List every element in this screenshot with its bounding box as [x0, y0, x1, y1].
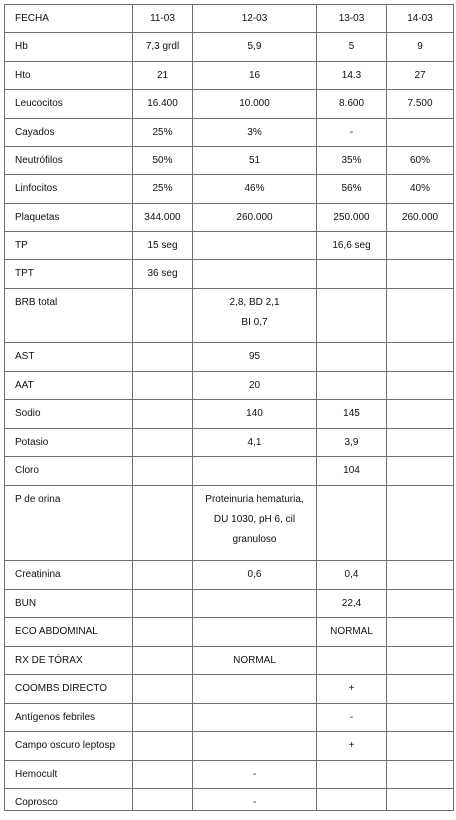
cell-text: 15 seg — [147, 240, 178, 251]
cell-text: 16,6 seg — [332, 240, 371, 251]
cell-text: 3% — [247, 127, 262, 138]
table-row — [5, 429, 454, 457]
result-cell — [133, 618, 193, 647]
result-cell — [193, 486, 317, 561]
header-date — [387, 5, 454, 33]
result-cell — [317, 732, 387, 761]
result-cell — [193, 289, 317, 343]
cell-text: 20 — [248, 380, 261, 391]
result-cell — [133, 372, 193, 400]
result-cell — [193, 33, 317, 62]
cell-text: 46% — [244, 183, 265, 194]
cell-text: 35% — [341, 155, 362, 166]
result-cell — [193, 789, 317, 811]
cell-text: Hemocult — [15, 769, 58, 780]
result-cell — [387, 590, 454, 618]
table-row — [5, 789, 454, 811]
table-row — [5, 289, 454, 343]
cell-text: ECO ABDOMINAL — [15, 626, 98, 637]
cell-text: Campo oscuro leptosp — [15, 740, 116, 751]
table-row — [5, 647, 454, 675]
result-cell — [317, 289, 387, 343]
cell-text: NORMAL — [233, 655, 276, 666]
cell-text: 260.000 — [236, 212, 273, 223]
table-row — [5, 175, 454, 204]
result-cell — [193, 175, 317, 204]
cell-text: AAT — [15, 380, 34, 391]
cell-text: 16.400 — [147, 98, 178, 109]
cell-text: 5 — [348, 41, 355, 52]
row-label — [5, 119, 133, 147]
cell-text: 13-03 — [338, 13, 365, 24]
cell-text: 12-03 — [241, 13, 268, 24]
table-row — [5, 90, 454, 119]
table-row — [5, 119, 454, 147]
cell-text: 36 seg — [147, 268, 178, 279]
result-cell — [133, 732, 193, 761]
result-cell — [387, 90, 454, 119]
result-cell — [317, 789, 387, 811]
cell-text: 14.3 — [341, 70, 362, 81]
result-cell — [317, 343, 387, 372]
result-cell — [193, 204, 317, 232]
cell-text: 104 — [343, 465, 360, 476]
cell-line: BI 0,7 — [241, 317, 268, 328]
result-cell — [133, 232, 193, 260]
cell-text: - — [349, 712, 354, 723]
result-cell — [193, 119, 317, 147]
row-label — [5, 704, 133, 732]
result-cell — [133, 147, 193, 175]
result-cell — [317, 761, 387, 789]
result-cell — [133, 343, 193, 372]
cell-text: Cloro — [15, 465, 39, 476]
cell-text: + — [348, 740, 355, 751]
result-cell — [387, 119, 454, 147]
cell-text: FECHA — [15, 13, 49, 24]
result-cell — [193, 260, 317, 289]
cell-text: 7.500 — [407, 98, 433, 109]
row-label — [5, 561, 133, 590]
result-cell — [317, 457, 387, 486]
result-cell — [133, 119, 193, 147]
row-label — [5, 372, 133, 400]
result-cell — [133, 62, 193, 90]
result-cell — [387, 429, 454, 457]
cell-text: 4,1 — [247, 437, 262, 448]
cell-text: 50% — [152, 155, 173, 166]
result-cell — [193, 62, 317, 90]
result-cell — [317, 62, 387, 90]
cell-text: Linfocitos — [15, 183, 58, 194]
result-cell — [387, 675, 454, 704]
cell-text: - — [252, 797, 257, 808]
result-cell — [317, 147, 387, 175]
table-row — [5, 147, 454, 175]
row-label — [5, 90, 133, 119]
cell-text: 7,3 grdl — [145, 41, 180, 52]
result-cell — [133, 33, 193, 62]
result-cell — [193, 590, 317, 618]
result-cell — [133, 289, 193, 343]
table-row — [5, 204, 454, 232]
cell-text: 10.000 — [239, 98, 270, 109]
row-label — [5, 618, 133, 647]
cell-text: - — [349, 127, 354, 138]
cell-text: 260.000 — [401, 212, 439, 223]
row-label — [5, 204, 133, 232]
cell-text: 56% — [341, 183, 362, 194]
result-cell — [387, 761, 454, 789]
result-cell — [133, 429, 193, 457]
result-cell — [133, 704, 193, 732]
header-date — [317, 5, 387, 33]
table-row — [5, 486, 454, 561]
result-cell — [193, 561, 317, 590]
result-cell — [133, 486, 193, 561]
result-cell — [387, 175, 454, 204]
result-cell — [387, 289, 454, 343]
result-cell — [387, 647, 454, 675]
row-label — [5, 486, 133, 561]
table-row — [5, 33, 454, 62]
cell-line: 2,8, BD 2,1 — [229, 297, 280, 308]
result-cell — [387, 147, 454, 175]
cell-text: P de orina — [15, 494, 61, 505]
cell-text: 40% — [409, 183, 430, 194]
cell-text: Neutrófilos — [15, 155, 63, 166]
row-label — [5, 62, 133, 90]
cell-text: COOMBS DIRECTO — [15, 683, 108, 694]
result-cell — [133, 204, 193, 232]
cell-text: 344.000 — [144, 212, 181, 223]
row-label — [5, 647, 133, 675]
cell-text: 27 — [414, 70, 426, 81]
cell-line: DU 1030, pH 6, cil — [213, 514, 296, 525]
cell-text: Potasio — [15, 437, 49, 448]
row-label — [5, 675, 133, 704]
cell-line: granuloso — [232, 534, 277, 545]
result-cell — [317, 429, 387, 457]
table-row — [5, 260, 454, 289]
cell-text: 140 — [246, 408, 263, 419]
cell-text: - — [252, 769, 257, 780]
result-cell — [387, 33, 454, 62]
result-cell — [133, 647, 193, 675]
result-cell — [133, 400, 193, 429]
cell-text: 9 — [417, 41, 423, 52]
cell-text: 60% — [409, 155, 430, 166]
cell-text: RX DE TÓRAX — [15, 655, 83, 666]
cell-text: Plaquetas — [15, 212, 60, 223]
table-row — [5, 704, 454, 732]
result-cell — [193, 761, 317, 789]
cell-text: 22,4 — [341, 598, 362, 609]
result-cell — [317, 372, 387, 400]
result-cell — [387, 372, 454, 400]
result-cell — [317, 561, 387, 590]
row-label — [5, 457, 133, 486]
result-cell — [317, 33, 387, 62]
result-cell — [193, 429, 317, 457]
row-label — [5, 789, 133, 811]
header-row — [5, 5, 454, 33]
row-label — [5, 761, 133, 789]
result-cell — [317, 400, 387, 429]
table-row — [5, 618, 454, 647]
result-cell — [387, 789, 454, 811]
table-row — [5, 590, 454, 618]
result-cell — [317, 232, 387, 260]
result-cell — [317, 590, 387, 618]
result-cell — [193, 618, 317, 647]
result-cell — [133, 175, 193, 204]
cell-text: 21 — [156, 70, 169, 81]
lab-results-table — [4, 4, 454, 811]
cell-text: + — [348, 683, 355, 694]
cell-text: Coprosco — [15, 797, 58, 808]
table-row — [5, 232, 454, 260]
result-cell — [317, 260, 387, 289]
result-cell — [193, 457, 317, 486]
table-row — [5, 457, 454, 486]
result-cell — [317, 119, 387, 147]
table-row — [5, 62, 454, 90]
row-label — [5, 232, 133, 260]
cell-text: 16 — [248, 70, 261, 81]
row-label — [5, 175, 133, 204]
result-cell — [133, 590, 193, 618]
result-cell — [387, 457, 454, 486]
cell-text: 250.000 — [333, 212, 370, 223]
result-cell — [387, 486, 454, 561]
cell-text: Cayados — [15, 127, 55, 138]
result-cell — [193, 675, 317, 704]
cell-text: 8.600 — [338, 98, 365, 109]
result-cell — [133, 457, 193, 486]
cell-text: 95 — [248, 351, 261, 362]
cell-text: TPT — [15, 268, 34, 279]
result-cell — [193, 147, 317, 175]
result-cell — [387, 618, 454, 647]
result-cell — [133, 761, 193, 789]
cell-text: Hto — [15, 70, 31, 81]
result-cell — [387, 732, 454, 761]
table-row — [5, 400, 454, 429]
result-cell — [387, 232, 454, 260]
row-label — [5, 590, 133, 618]
result-cell — [193, 704, 317, 732]
result-cell — [317, 175, 387, 204]
table-row — [5, 732, 454, 761]
result-cell — [387, 62, 454, 90]
cell-text: 14-03 — [407, 13, 433, 24]
cell-text: TP — [15, 240, 28, 251]
cell-text: NORMAL — [330, 626, 373, 637]
result-cell — [133, 675, 193, 704]
result-cell — [193, 372, 317, 400]
row-label — [5, 147, 133, 175]
result-cell — [193, 343, 317, 372]
row-label — [5, 400, 133, 429]
cell-text: Antígenos febriles — [15, 712, 96, 723]
row-label — [5, 260, 133, 289]
table-row — [5, 343, 454, 372]
result-cell — [387, 400, 454, 429]
result-cell — [317, 647, 387, 675]
result-cell — [317, 618, 387, 647]
result-cell — [317, 486, 387, 561]
header-date — [193, 5, 317, 33]
header-label — [5, 5, 133, 33]
result-cell — [317, 90, 387, 119]
cell-text: 0,4 — [344, 569, 359, 580]
row-label — [5, 732, 133, 761]
cell-text: AST — [15, 351, 35, 362]
result-cell — [317, 675, 387, 704]
cell-text: 5,9 — [247, 41, 262, 52]
table-row — [5, 675, 454, 704]
cell-text: Leucocitos — [15, 98, 63, 109]
cell-text: 25% — [152, 183, 173, 194]
result-cell — [387, 704, 454, 732]
cell-text: Creatinina — [15, 569, 61, 580]
cell-text: 11-03 — [150, 13, 175, 24]
result-cell — [133, 260, 193, 289]
result-cell — [387, 260, 454, 289]
result-cell — [193, 232, 317, 260]
cell-text: 25% — [152, 127, 173, 138]
result-cell — [133, 561, 193, 590]
result-cell — [193, 90, 317, 119]
result-cell — [387, 343, 454, 372]
result-cell — [387, 561, 454, 590]
result-cell — [133, 90, 193, 119]
result-cell — [193, 647, 317, 675]
table-row — [5, 372, 454, 400]
cell-line: Proteinuria hematuria, — [205, 494, 304, 505]
row-label — [5, 343, 133, 372]
row-label — [5, 33, 133, 62]
cell-text: 51 — [248, 155, 261, 166]
result-cell — [317, 704, 387, 732]
result-cell — [387, 204, 454, 232]
header-date — [133, 5, 193, 33]
row-label — [5, 289, 133, 343]
result-cell — [193, 732, 317, 761]
lab-results-body — [5, 5, 454, 811]
cell-text: Hb — [15, 41, 28, 52]
result-cell — [133, 789, 193, 811]
cell-text: 145 — [343, 408, 360, 419]
result-cell — [317, 204, 387, 232]
cell-text: 0,6 — [247, 569, 262, 580]
cell-text: Sodio — [15, 408, 41, 419]
cell-text: BUN — [15, 598, 37, 609]
result-cell — [193, 400, 317, 429]
table-row — [5, 761, 454, 789]
cell-text: 3,9 — [344, 437, 359, 448]
table-row — [5, 561, 454, 590]
row-label — [5, 429, 133, 457]
cell-text: BRB total — [15, 297, 58, 308]
